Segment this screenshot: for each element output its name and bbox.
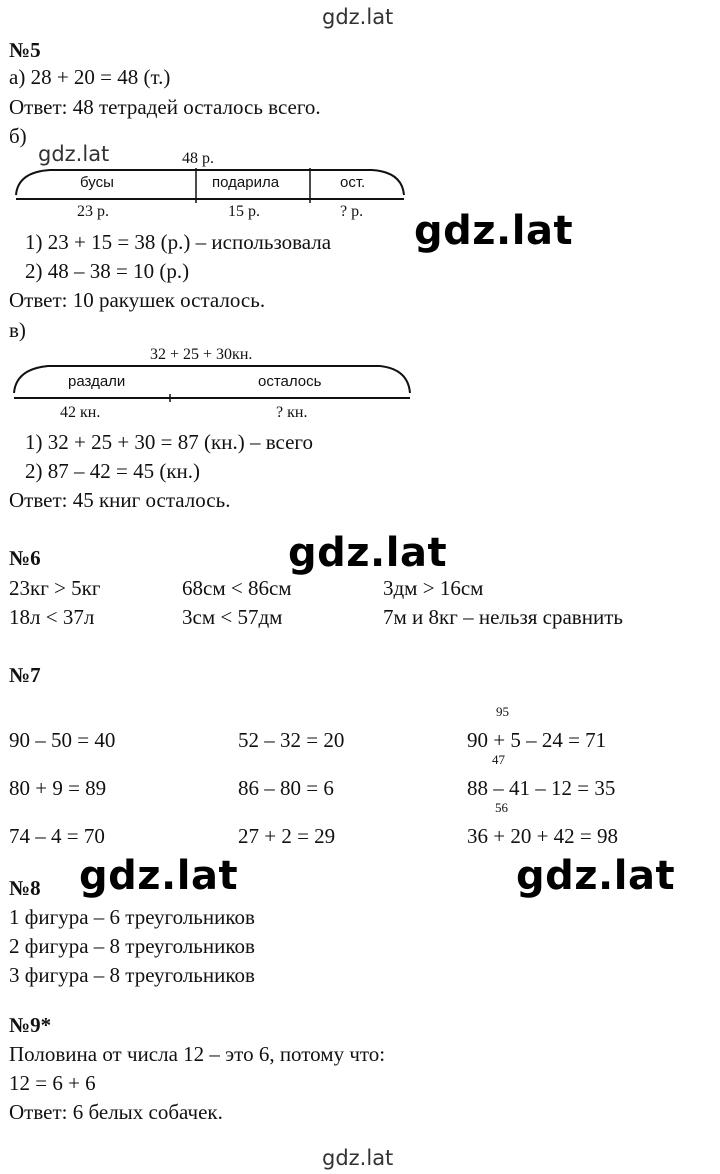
task5-a-line: а) 28 + 20 = 48 (т.): [9, 65, 171, 89]
diagram-c-segment-left: осталось: [258, 373, 322, 390]
task8-line2: 2 фигура – 8 треугольников: [9, 934, 255, 958]
task8-line1: 1 фигура – 6 треугольников: [9, 905, 255, 929]
task7-note-56: 56: [495, 800, 508, 815]
task7-note-95: 95: [496, 704, 509, 719]
diagram-c-total: 32 + 25 + 30кн.: [150, 346, 253, 363]
diagram-b-value-left: ? р.: [340, 203, 364, 220]
diagram-c-value-given: 42 кн.: [60, 404, 101, 421]
diagram-b-segment-left: ост.: [340, 174, 366, 191]
task7-col2-line2: 86 – 80 = 6: [238, 776, 334, 800]
task6-title: №6: [9, 546, 41, 570]
task9-line1: Половина от числа 12 – это 6, потому что:: [9, 1042, 386, 1066]
task5-b-step1: 1) 23 + 15 = 38 (р.) – использовала: [25, 230, 332, 254]
task5-c-label: в): [9, 318, 26, 342]
task5-title: №5: [9, 38, 41, 62]
diagram-b-value-beads: 23 р.: [77, 203, 109, 220]
task9-line2: 12 = 6 + 6: [9, 1071, 96, 1095]
task7-col1-line2: 80 + 9 = 89: [9, 776, 107, 800]
diagram-c-value-left: ? кн.: [276, 404, 308, 421]
task5-b-answer: Ответ: 10 ракушек осталось.: [9, 288, 266, 312]
task7-col2-line3: 27 + 2 = 29: [238, 824, 336, 848]
task6-row1-col1: 23кг > 5кг: [9, 576, 101, 600]
diagram-c: [0, 0, 720, 420]
task7-col1-line3: 74 – 4 = 70: [9, 824, 105, 848]
task9-line3: Ответ: 6 белых собачек.: [9, 1100, 223, 1124]
watermark-large-4: gdz.lat: [516, 853, 676, 899]
task7-col3-line2: 88 – 41 – 12 = 35: [467, 776, 616, 800]
task7-title: №7: [9, 663, 41, 687]
watermark-large-2: gdz.lat: [288, 530, 448, 576]
task5-b-label: б): [9, 124, 27, 148]
diagram-c-segment-given: раздали: [68, 373, 126, 390]
diagram-b-total: 48 р.: [182, 150, 214, 167]
task7-col1-line1: 90 – 50 = 40: [9, 728, 116, 752]
task9-title: №9*: [9, 1013, 52, 1037]
task7-col3-line1: 90 + 5 – 24 = 71: [467, 728, 607, 752]
task7-col2-line1: 52 – 32 = 20: [238, 728, 345, 752]
task6-row2-col1: 18л < 37л: [9, 605, 95, 629]
diagram-b-segment-beads: бусы: [80, 174, 114, 191]
task8-title: №8: [9, 876, 41, 900]
task6-row2-col3: 7м и 8кг – нельзя сравнить: [383, 605, 623, 629]
task6-row2-col2: 3см < 57дм: [182, 605, 283, 629]
task5-c-answer: Ответ: 45 книг осталось.: [9, 488, 231, 512]
diagram-b-segment-gave: подарила: [212, 174, 280, 191]
task7-note-47: 47: [492, 752, 505, 767]
watermark-large-3: gdz.lat: [79, 853, 239, 899]
watermark-top: gdz.lat: [322, 5, 394, 29]
watermark-large-1: gdz.lat: [414, 208, 574, 254]
task5-c-step1: 1) 32 + 25 + 30 = 87 (кн.) – всего: [25, 430, 313, 454]
task5-a-answer: Ответ: 48 тетрадей осталось всего.: [9, 95, 321, 119]
task6-row1-col3: 3дм > 16см: [383, 576, 484, 600]
task6-row1-col2: 68см < 86см: [182, 576, 292, 600]
task8-line3: 3 фигура – 8 треугольников: [9, 963, 255, 987]
task5-c-step2: 2) 87 – 42 = 45 (кн.): [25, 459, 201, 483]
diagram-b-value-gave: 15 р.: [228, 203, 260, 220]
watermark-diagram-b: gdz.lat: [38, 142, 110, 166]
watermark-bottom: gdz.lat: [322, 1146, 394, 1170]
task7-col3-line3: 36 + 20 + 42 = 98: [467, 824, 619, 848]
task5-b-step2: 2) 48 – 38 = 10 (р.): [25, 259, 190, 283]
